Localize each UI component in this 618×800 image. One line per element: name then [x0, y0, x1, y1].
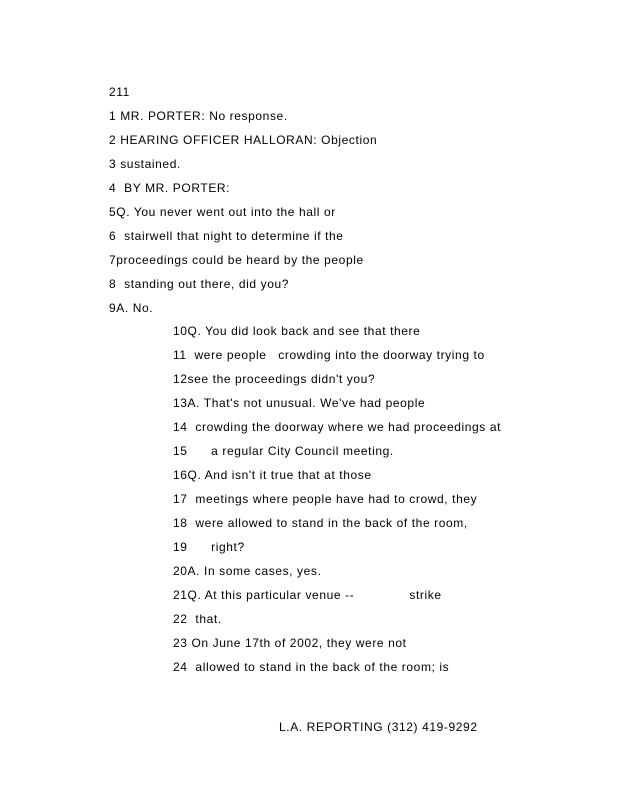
transcript-line-13: 13A. That's not unusual. We've had people: [173, 396, 426, 410]
transcript-line-6: 6 stairwell that night to determine if the: [109, 229, 344, 243]
transcript-line-8: 8 standing out there, did you?: [109, 277, 290, 291]
transcript-line-16: 16Q. And isn't it true that at those: [173, 468, 372, 482]
transcript-line-15: 15 a regular City Council meeting.: [173, 444, 394, 458]
reporter-footer: L.A. REPORTING (312) 419-9292: [279, 720, 478, 734]
transcript-line-21: 21Q. At this particular venue -- strike: [173, 588, 442, 602]
transcript-line-24: 24 allowed to stand in the back of the room; is: [173, 660, 450, 674]
transcript-line-17: 17 meetings where people have had to crowd, they: [173, 492, 478, 506]
transcript-line-22: 22 that.: [173, 612, 222, 626]
transcript-line-7: 7proceedings could be heard by the people: [109, 253, 364, 267]
transcript-line-3: 3 sustained.: [109, 157, 181, 171]
transcript-line-4: 4 BY MR. PORTER:: [109, 181, 231, 195]
transcript-line-2: 2 HEARING OFFICER HALLORAN: Objection: [109, 133, 378, 147]
page-number: 211: [109, 85, 130, 99]
transcript-line-19: 19 right?: [173, 540, 245, 554]
transcript-line-11: 11 were people crowding into the doorway trying to: [173, 348, 485, 362]
transcript-line-10: 10Q. You did look back and see that there: [173, 324, 421, 338]
transcript-line-5: 5Q. You never went out into the hall or: [109, 205, 336, 219]
transcript-line-12: 12see the proceedings didn't you?: [173, 372, 376, 386]
transcript-line-20: 20A. In some cases, yes.: [173, 564, 322, 578]
transcript-line-23: 23 On June 17th of 2002, they were not: [173, 636, 407, 650]
transcript-line-18: 18 were allowed to stand in the back of the room,: [173, 516, 468, 530]
transcript-line-1: 1 MR. PORTER: No response.: [109, 109, 288, 123]
transcript-line-9: 9A. No.: [109, 301, 154, 315]
transcript-line-14: 14 crowding the doorway where we had proceedings at: [173, 420, 502, 434]
